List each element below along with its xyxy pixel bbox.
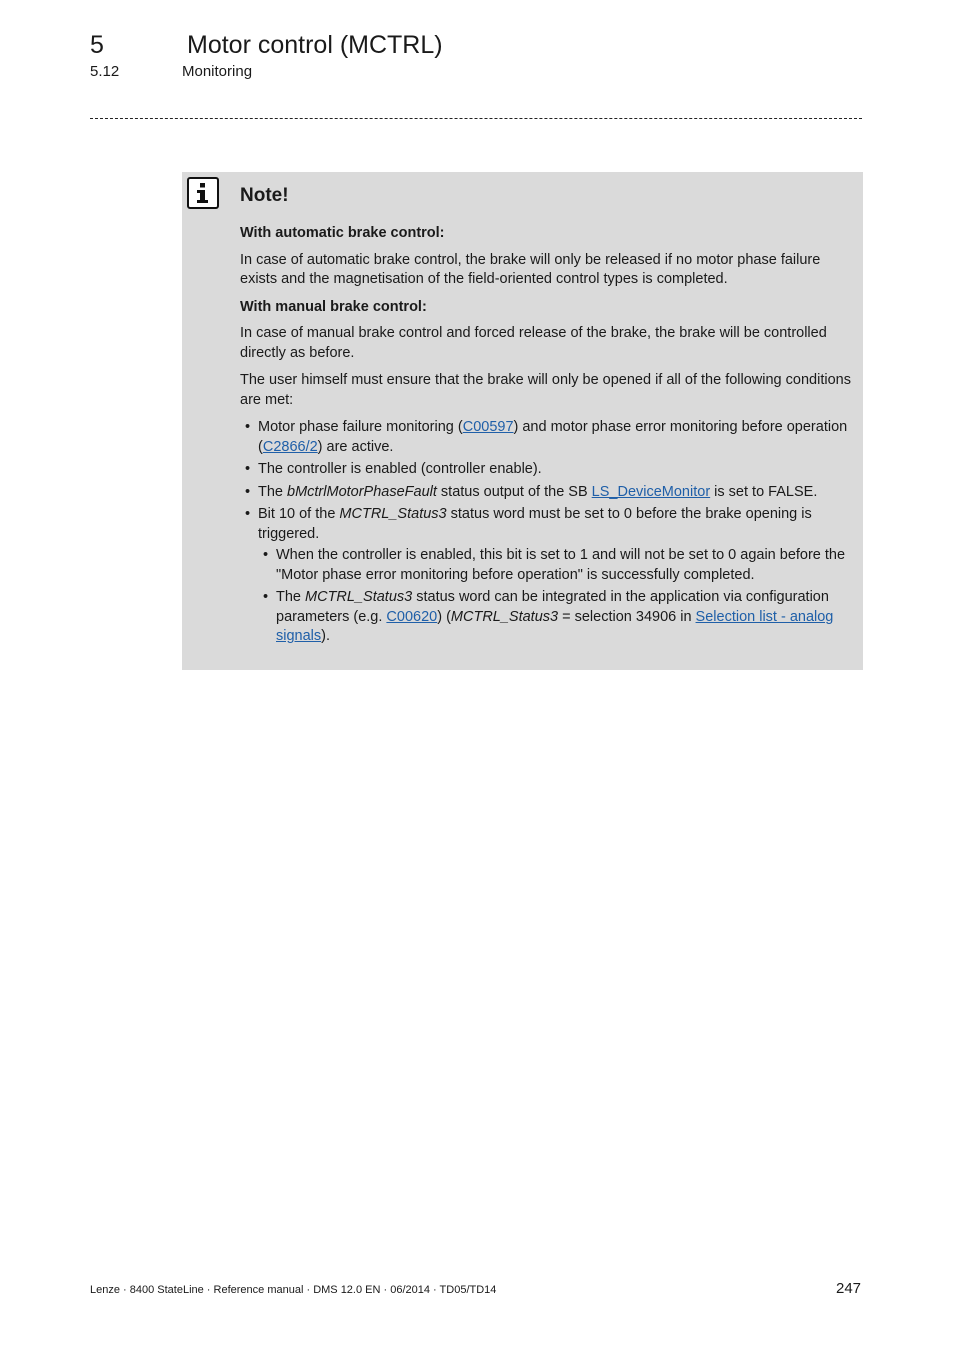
footer-text: Lenze · 8400 StateLine · Reference manual · DMS 12.0 EN · 06/2014 · TD05/TD14 [90,1284,497,1296]
list-item: • Bit 10 of the MCTRL_Status3 status word must be set to 0 before the brake opening is triggered. • When the controller is enabled, this bit is set to 1 and will not be set to 0 again before the "Motor phase error monitoring before operation" is successfully completed. • The MCTRL_Status3 status word can be integrated in the application via configuration parameters (e.g. C00620) (MCTRL_Status3 = selection 34906 in Selection list - analog signals). [258,505,852,647]
info-icon [187,177,219,209]
note-body [240,224,852,650]
link-c00620[interactable]: C00620 [386,608,438,625]
list-item: • The controller is enabled (controller enable). [258,460,852,480]
header-divider [90,118,862,119]
section-title: Monitoring [182,63,253,80]
chapter-title: Motor control (MCTRL) [187,31,443,59]
conditions-intro: The user himself must ensure that the brake will only be opened if all of the following conditions are met: [240,372,851,408]
list-item: • Motor phase failure monitoring (C00597) and motor phase error monitoring before operation (C2866/2) are active. [245,419,848,455]
note-box [182,172,863,670]
bullet-icon: • [263,547,269,563]
auto-brake-heading: With automatic brake control: [240,225,445,241]
bullet-icon: • [245,506,251,522]
link-ls-devicemonitor[interactable]: LS_DeviceMonitor [591,483,711,500]
section-number: 5.12 [90,63,120,80]
bullet-icon: • [245,461,251,477]
list-item: • The bMctrlMotorPhaseFault status output of the SB LS_DeviceMonitor is set to FALSE. [258,483,852,503]
conditions-list [240,418,852,647]
chapter-number: 5 [90,31,104,59]
bullet-icon: • [245,419,251,435]
link-selection-list-analog-signals[interactable]: Selection list - analog signals [276,608,834,644]
sub-list [258,546,852,647]
link-c00597[interactable]: C00597 [462,419,514,435]
note-title: Note! [240,185,289,206]
manual-brake-heading: With manual brake control: [240,298,427,315]
link-c2866-2[interactable]: C2866/2 [262,438,318,455]
sub-list-item: • The MCTRL_Status3 status word can be integrated in the application via configuration parameters (e.g. C00620) (MCTRL_Status3 = selection 34906 in Selection list - analog signals). [263,589,834,644]
auto-brake-text: In case of automatic brake control, the brake will only be released if no motor phase failure exists and the magnetisation of the field-oriented control types is completed. [240,251,821,287]
sub-list-item: • When the controller is enabled, this bit is set to 1 and will not be set to 0 again before the "Motor phase error monitoring before operation" is successfully completed. [263,547,846,583]
bullet-icon: • [263,589,269,605]
bullet-icon: • [245,483,251,500]
page-number: 247 [836,1280,862,1297]
manual-brake-text: In case of manual brake control and forced release of the brake, the brake will be controlled directly as before. [240,325,827,361]
